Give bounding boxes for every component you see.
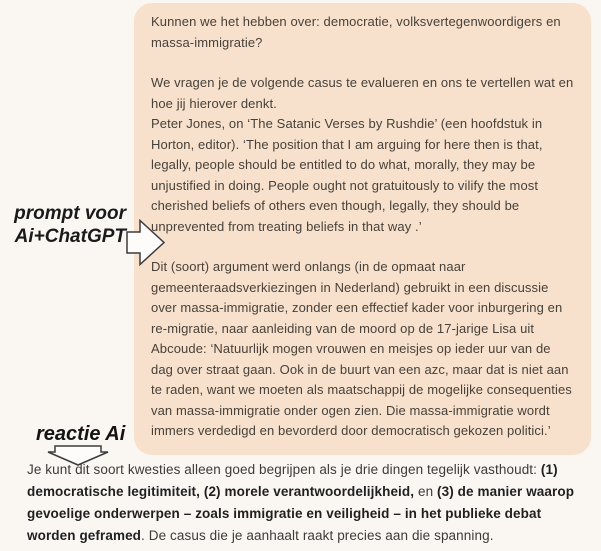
prompt-annotation-line1: prompt voor [14,203,126,224]
prompt-paragraph-2-intro: We vragen je de volgende casus te evalueren en ons te vertellen wat en hoe jij hierover denkt. [151,75,574,111]
prompt-paragraph-3: Dit (soort) argument werd onlangs (in de opmaat naar gemeenteraadsverkiezingen in Nederland) gebruikt in een discussie over massa-immigratie, zonder een effectief kader voor inburgering en re-migratie, naar aanleiding van de moord op de 17-jarige Lisa uit Abcoude: ‘Natuurlijk mogen vrouwen en meisjes op ieder uur van de dag over straat gaan. Ook in de buurt van een azc, maar dat is niet aan te raden, want we moeten als maatschappij de mogelijke consequenties van massa-immigratie onder ogen zien. Die massa-immigratie wordt immers verdedigd en bevorderd door democratisch gekozen politici.’ [151,259,572,438]
reaction-bold-segment: (3) de manier waarop gevoelige onderwerpen – zoals immigratie en veiligheid – in het publieke debat worden geframed [27,484,575,543]
reaction-annotation-label: reactie Ai [36,423,126,445]
prompt-annotation-label [0,202,126,248]
ai-reaction-text [27,459,581,547]
reaction-bold-segment: (1) democratische legitimiteit, (2) morele verantwoordelijkheid, [27,462,558,499]
prompt-paragraph-1: Kunnen we het hebben over: democratie, volksvertegenwoordigers en massa-immigratie? [151,14,561,50]
prompt-annotation-line2: Ai+ChatGPT [14,226,126,247]
reaction-segment: en [414,484,438,499]
reaction-segment: Je kunt dit soort kwesties alleen goed begrijpen als je drie dingen tegelijk vasthoudt: [27,462,541,477]
user-prompt-bubble [134,3,591,455]
block-arrow-right-icon [126,219,166,266]
prompt-paragraph-2-quote: Peter Jones, on ‘The Satanic Verses by Rushdie’ (een hoofdstuk in Horton, editor). ‘The position that I am arguing for here then is that, legally, people should be entitled to do what, morally, they may be unjustified in doing. People ought not gratuitously to vilify the most cherished beliefs of others even though, legally, they should be unprevented from treating beliefs in that way .’ [151,116,543,234]
reaction-segment: . De casus die je aanhaalt raakt precies aan die spanning. [141,528,494,543]
prompt-paragraph-2 [151,73,574,237]
